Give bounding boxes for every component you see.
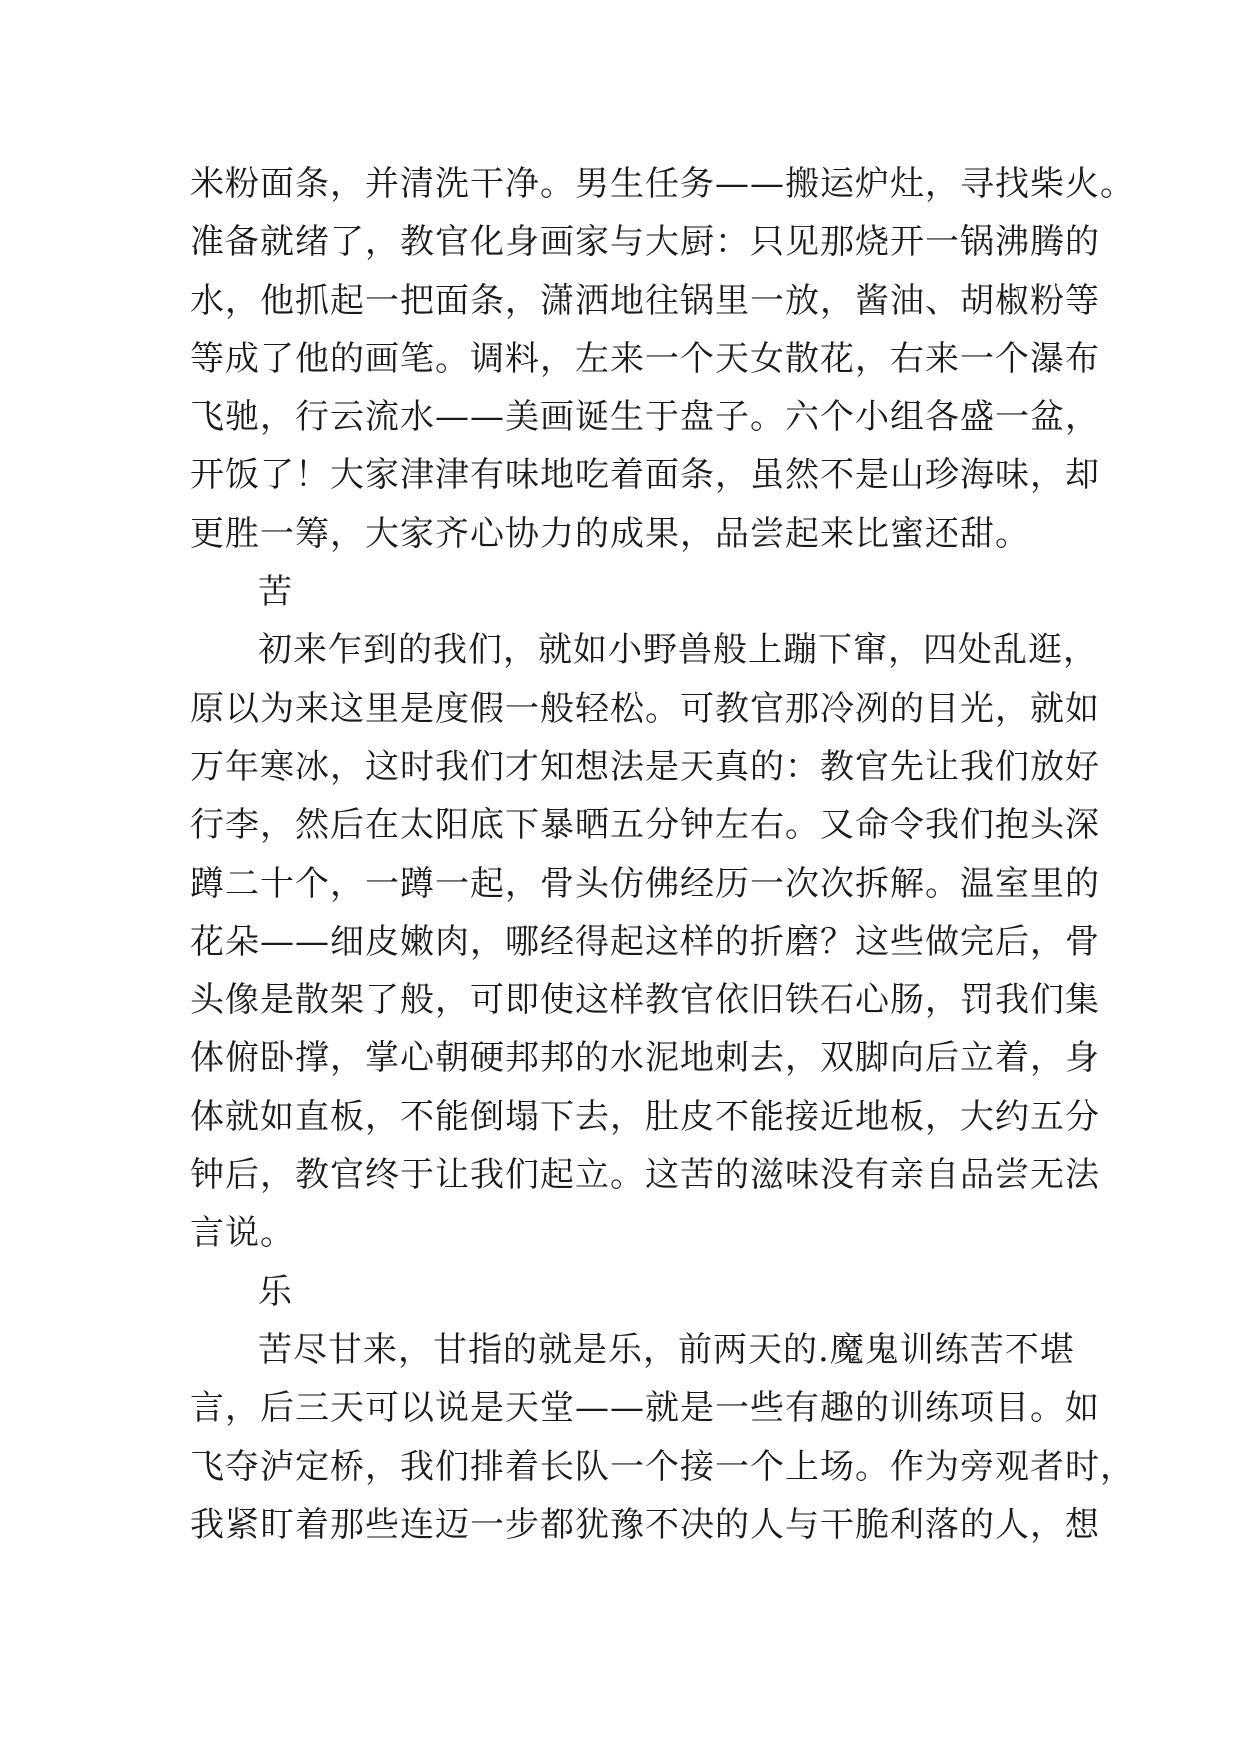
text-line: 头像是散架了般，可即使这样教官依旧铁石心肠，罚我们集: [190, 980, 1100, 1021]
text-line: 等成了他的画笔。调料，左来一个天女散花，右来一个瀑布: [190, 338, 1100, 379]
text-line: 言，后三天可以说是天堂——就是一些有趣的训练项目。如: [190, 1388, 1100, 1429]
section-heading: 苦: [258, 572, 293, 613]
text-line: 钟后，教官终于让我们起立。这苦的滋味没有亲自品尝无法: [190, 1155, 1100, 1196]
text-line: 体就如直板，不能倒塌下去，肚皮不能接近地板，大约五分: [190, 1096, 1100, 1137]
text-line: 水，他抓起一把面条，潇洒地往锅里一放，酱油、胡椒粉等: [190, 280, 1100, 321]
text-line: 飞夺泸定桥，我们排着长队一个接一个上场。作为旁观者时，: [190, 1446, 1135, 1487]
text-line: 开饭了！大家津津有味地吃着面条，虽然不是山珍海味，却: [190, 455, 1100, 496]
text-line: 苦尽甘来，甘指的就是乐，前两天的.魔鬼训练苦不堪: [258, 1329, 1075, 1370]
text-line: 飞驰，行云流水——美画诞生于盘子。六个小组各盛一盆，: [190, 397, 1100, 438]
text-line: 米粉面条，并清洗干净。男生任务——搬运炉灶，寻找柴火。: [190, 164, 1135, 204]
text-line: 花朵——细皮嫩肉，哪经得起这样的折磨？这些做完后，骨: [190, 921, 1100, 962]
document-page: [190, 155, 1135, 1554]
text-line: 准备就绪了，教官化身画家与大厨：只见那烧开一锅沸腾的: [190, 222, 1100, 263]
text-line: 我紧盯着那些连迈一步都犹豫不决的人与干脆利落的人，想: [190, 1504, 1100, 1545]
text-line: 言说。: [190, 1213, 295, 1254]
text-line: 行李，然后在太阳底下暴晒五分钟左右。又命令我们抱头深: [190, 805, 1100, 846]
text-line: 原以为来这里是度假一般轻松。可教官那冷冽的目光，就如: [190, 688, 1100, 729]
text-line: 蹲二十个，一蹲一起，骨头仿佛经历一次次拆解。温室里的: [190, 863, 1100, 904]
text-line: 初来乍到的我们，就如小野兽般上蹦下窜，四处乱逛，: [258, 630, 1098, 671]
text-line: 更胜一筹，大家齐心协力的成果，品尝起来比蜜还甜。: [190, 513, 1030, 554]
section-heading: 乐: [258, 1271, 293, 1312]
text-line: 体俯卧撑，掌心朝硬邦邦的水泥地刺去，双脚向后立着，身: [190, 1038, 1100, 1079]
text-line: 万年寒冰，这时我们才知想法是天真的：教官先让我们放好: [190, 746, 1100, 787]
